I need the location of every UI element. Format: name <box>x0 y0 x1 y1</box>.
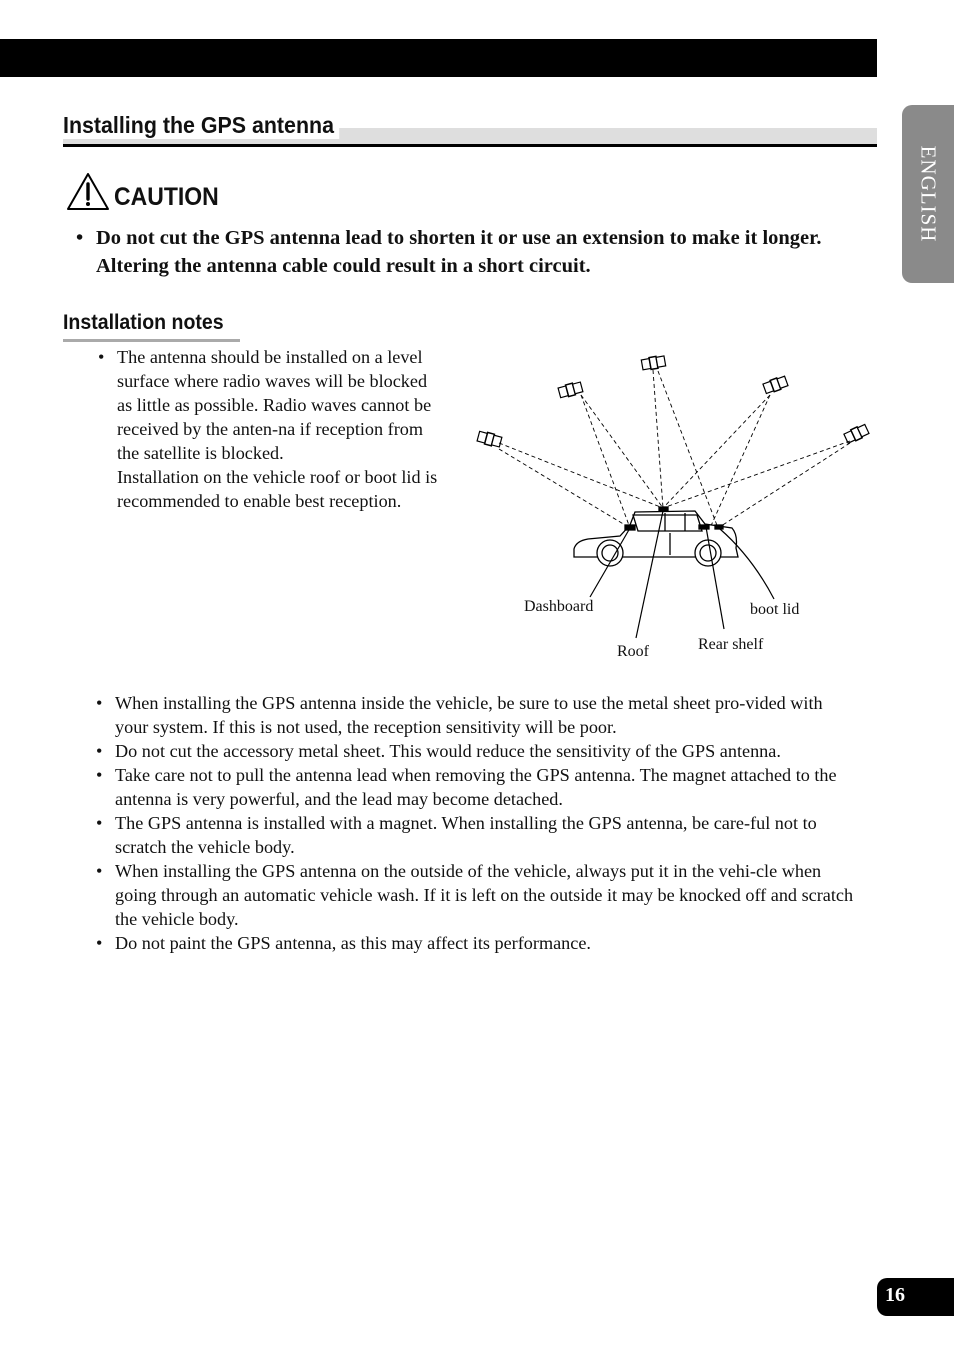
bullet: • <box>98 347 105 367</box>
bullet: • <box>96 741 103 761</box>
label-boot-lid: boot lid <box>750 601 800 618</box>
installation-notes-rule <box>63 339 240 342</box>
list-item-text: Do not cut the accessory metal sheet. This would reduce the sensitivity of the GPS antenna. <box>115 741 781 761</box>
page-number-tab <box>877 1278 954 1316</box>
label-roof: Roof <box>617 643 649 660</box>
section-title: Installing the GPS antenna <box>63 112 340 139</box>
page-number: 16 <box>885 1284 905 1306</box>
caution-text: Do not cut the GPS antenna lead to shorten it or use an extension to make it longer. Altering the antenna cable could result in a short circuit. <box>96 227 822 277</box>
list-item-text: When installing the GPS antenna on the outside of the vehicle, always put it in the vehi-cle when going through an automatic vehicle wash. If it is left on the outside it may be knocked off and scratch the vehicle body. <box>115 861 854 929</box>
satellite-icon <box>843 423 869 444</box>
installation-notes-list <box>96 691 856 955</box>
list-item <box>96 763 856 811</box>
caution-item <box>76 224 846 280</box>
satellite-icon <box>558 381 583 399</box>
bullet: • <box>96 861 103 881</box>
header-bar <box>0 39 877 77</box>
list-item-text: When installing the GPS antenna inside the vehicle, be sure to use the metal sheet pro-vided with your system. If this is not used, the reception sensitivity will be poor. <box>115 693 823 737</box>
label-dashboard: Dashboard <box>524 598 594 615</box>
gps-reception-diagram <box>470 345 890 665</box>
list-item <box>96 859 856 931</box>
installation-notes-intro <box>98 345 443 513</box>
bullet: • <box>96 933 103 953</box>
language-tab-label: ENGLISH <box>916 145 941 243</box>
list-item-text: Do not paint the GPS antenna, as this may affect its performance. <box>115 933 591 953</box>
section-title-rule <box>63 144 877 147</box>
bullet: • <box>96 765 103 785</box>
section-header <box>63 110 877 148</box>
list-item <box>96 739 856 763</box>
caution-label: CAUTION <box>114 183 219 211</box>
signal-lines <box>499 370 850 528</box>
satellite-icon <box>763 375 789 394</box>
satellite-icon <box>477 430 502 448</box>
intro-paragraph-1: The antenna should be installed on a level surface where radio waves will be blocked as little as possible. Radio waves cannot be received by the anten-na if reception from the satellite is blocked. <box>117 347 432 463</box>
list-item-text: The GPS antenna is installed with a magnet. When installing the GPS antenna, be care-ful not to scratch the vehicle body. <box>115 813 817 857</box>
list-item <box>96 931 856 955</box>
language-tab <box>902 105 954 283</box>
satellite-icon <box>641 355 666 371</box>
label-rear-shelf: Rear shelf <box>698 636 764 653</box>
bullet: • <box>96 813 103 833</box>
warning-icon <box>66 172 110 212</box>
bullet: • <box>96 693 103 713</box>
installation-notes-title: Installation notes <box>63 311 224 334</box>
bullet: • <box>76 227 84 249</box>
list-item <box>96 811 856 859</box>
list-item-text: Take care not to pull the antenna lead when removing the GPS antenna. The magnet attached to the antenna is very powerful, and the lead may become detached. <box>115 765 837 809</box>
list-item <box>96 691 856 739</box>
intro-paragraph-2: Installation on the vehicle roof or boot lid is recommended to enable best reception. <box>117 467 438 511</box>
